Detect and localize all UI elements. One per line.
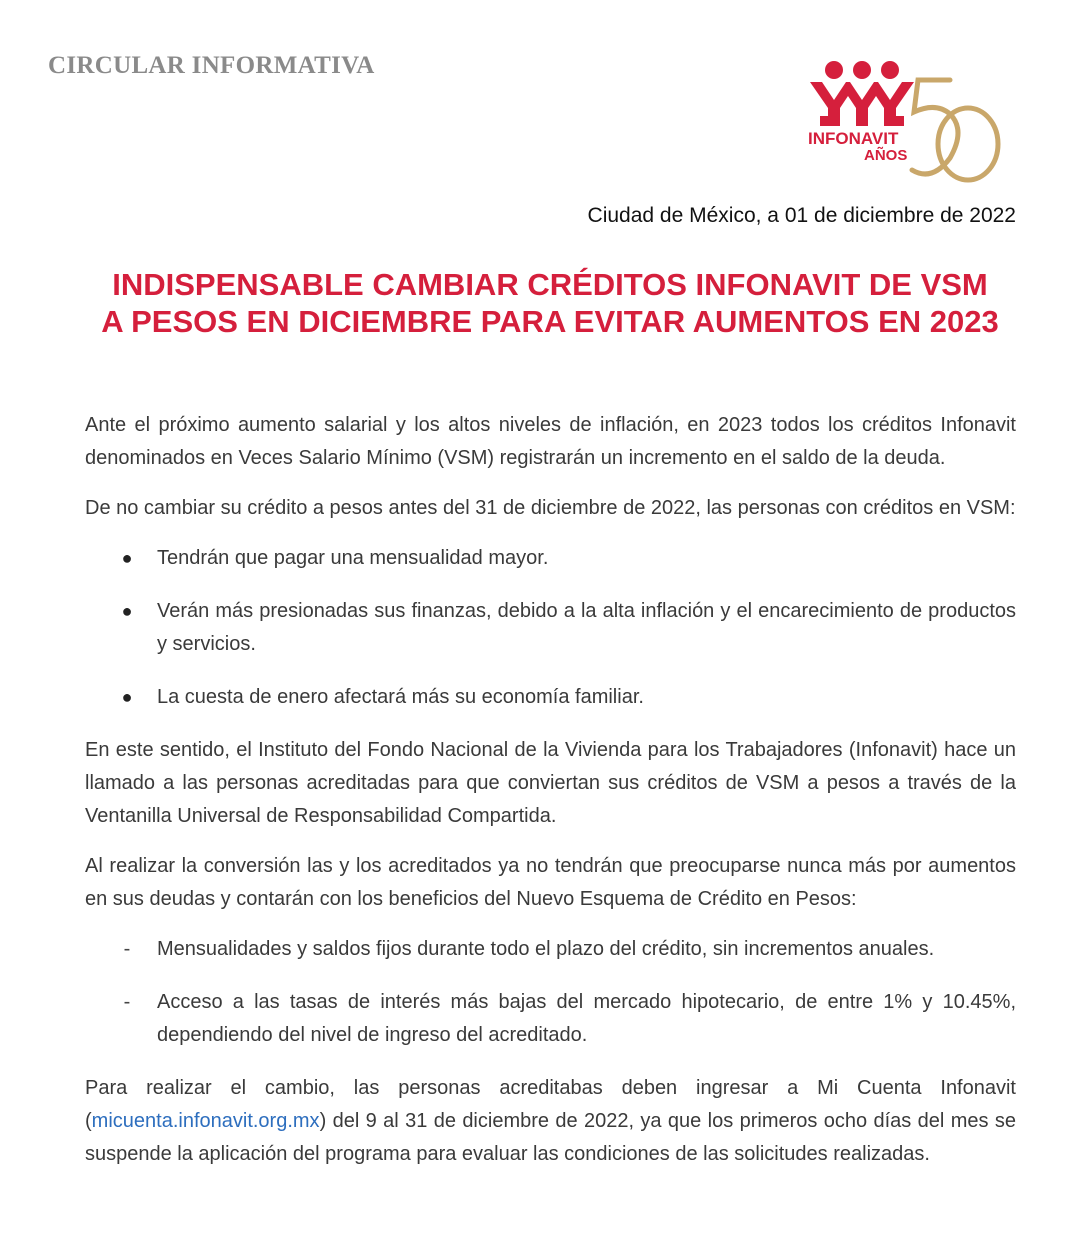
paragraph-5 <box>85 1072 1016 1171</box>
bullet-marker: ● <box>121 687 133 707</box>
list-item-text: Tendrán que pagar una mensualidad mayor. <box>157 547 549 569</box>
header-label: CIRCULAR INFORMATIVA <box>48 52 375 79</box>
date-line: Ciudad de México, a 01 de diciembre de 2022 <box>587 204 1016 227</box>
list-item-text: Acceso a las tasas de interés más bajas del mercado hipotecario, de entre 1% y 10.45%, dependiendo del nivel de ingreso del acreditado. <box>157 991 1016 1046</box>
dash-list <box>85 933 1016 1052</box>
list-item <box>85 986 1016 1052</box>
paragraph-4: Al realizar la conversión las y los acreditados ya no tendrán que preocuparse nunca más por aumentos en sus deudas y contarán con los beneficios del Nuevo Esquema de Crédito en Pesos: <box>85 855 1016 910</box>
logo-brand-text: INFONAVIT <box>808 129 899 148</box>
infonavit-50-logo <box>800 46 1010 196</box>
list-item <box>85 681 1016 714</box>
bullet-list <box>85 542 1016 714</box>
title-line-1: INDISPENSABLE CAMBIAR CRÉDITOS INFONAVIT DE VSM <box>112 267 988 302</box>
dash-marker: - <box>123 991 131 1013</box>
paragraph-2: De no cambiar su crédito a pesos antes del 31 de diciembre de 2022, las personas con créditos en VSM: <box>85 497 1016 519</box>
bullet-marker: ● <box>121 601 133 621</box>
page-title <box>60 266 1040 340</box>
paragraph-5-before: Para realizar el cambio, las personas acreditabas deben ingresar a Mi Cuenta Infonavit ( <box>85 1077 1016 1132</box>
dash-marker: - <box>123 938 131 960</box>
list-item-text: La cuesta de enero afectará más su economía familiar. <box>157 686 644 708</box>
title-line-2: A PESOS EN DICIEMBRE PARA EVITAR AUMENTOS EN 2023 <box>101 304 999 339</box>
logo-sub-text: AÑOS <box>864 147 908 164</box>
document-body <box>85 409 1016 1188</box>
paragraph-5-after: ) del 9 al 31 de diciembre de 2022, ya que los primeros ocho días del mes se suspende la aplicación del programa para evaluar las condiciones de las solicitudes realizadas. <box>85 1110 1016 1165</box>
micuenta-link[interactable]: micuenta.infonavit.org.mx <box>91 1110 320 1132</box>
list-item-text: Mensualidades y saldos fijos durante todo el plazo del crédito, sin incrementos anuales. <box>157 938 935 960</box>
list-item <box>85 595 1016 661</box>
list-item <box>85 933 1016 966</box>
paragraph-3: En este sentido, el Instituto del Fondo Nacional de la Vivienda para los Trabajadores (Infonavit) hace un llamado a las personas acreditadas para que conviertan sus créditos de VSM a pesos a través de la Ventanilla Universal de Responsabilidad Compartida. <box>85 739 1016 827</box>
list-item-text: Verán más presionadas sus finanzas, debido a la alta inflación y el encarecimiento de productos y servicios. <box>157 600 1016 655</box>
infonavit-logo-icon <box>800 46 1010 196</box>
list-item <box>85 542 1016 575</box>
bullet-marker: ● <box>121 548 133 568</box>
paragraph-1: Ante el próximo aumento salarial y los altos niveles de inflación, en 2023 todos los créditos Infonavit denominados en Veces Salario Mínimo (VSM) registrarán un incremento en el saldo de la deuda. <box>85 414 1016 469</box>
